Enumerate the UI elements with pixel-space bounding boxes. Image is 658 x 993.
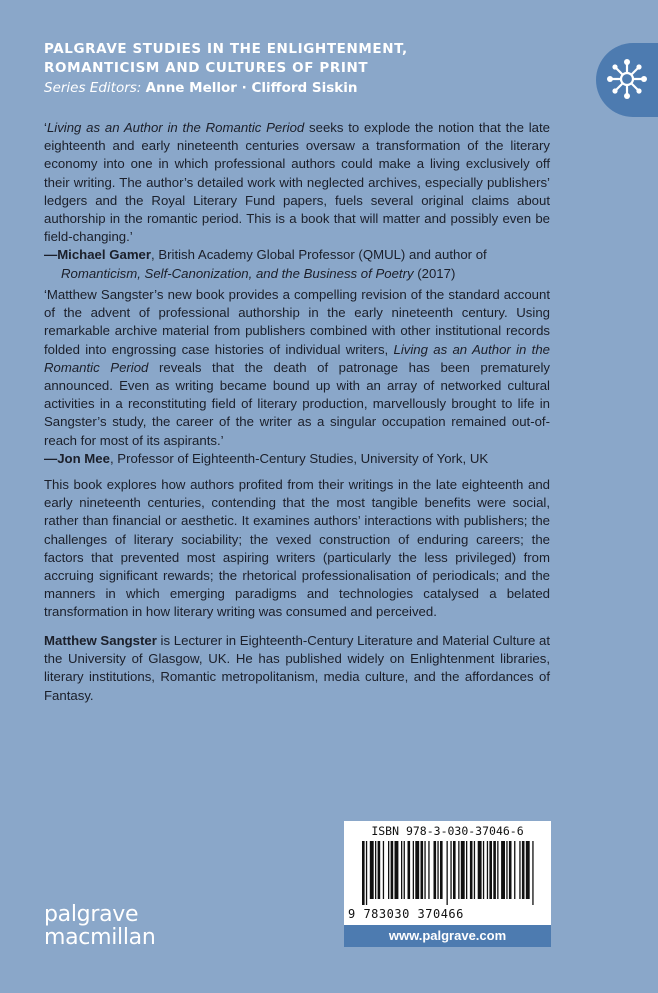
author-bio [44,632,550,705]
quote-open: ‘ [44,120,47,135]
quote-mee-affiliation: , Professor of Eighteenth-Century Studies, University of York, UK [109,450,489,466]
series-title-line1: PALGRAVE STUDIES IN THE ENLIGHTENMENT, [44,41,408,57]
isbn-label: ISBN 978-3-030-37046-6 [371,824,524,838]
publisher-logo [44,903,156,949]
barcode-bars [362,841,534,905]
logo-line2: macmillan [44,925,156,950]
quote-gamer-work [61,265,550,283]
attr-dash: — [44,247,58,263]
series-badge [596,43,658,117]
series-editors-names: Anne Mellor · Clifford Siskin [145,80,358,96]
series-editors-label: Series Editors: [44,80,142,96]
publisher-url[interactable]: www.palgrave.com [344,925,551,947]
isbn-digits: 9 783030 370466 [348,907,464,921]
series-editors [44,79,464,98]
quote-gamer-work-title: Romanticism, Self-Canonization, and the Business of Poetry [61,265,414,281]
quote-gamer-work-year: (2017) [413,265,456,281]
isbn-barcode [344,821,551,925]
quote-mee-book-title: Living as an Author in the Romantic Period [44,341,550,375]
book-description-text: This book explores how authors profited from their writings in the late eighteenth and early nineteenth centuries, contending that the most tangible benefits were social, rather than financial or aesthetic. It examines authors’ interactions with publishers; the challenges of literary sociability; the vexed construction of enduring careers; the factors that prevented most aspiring writers (particularly the less privileged) from accruing significant rewards; the rhetorical professionalisation of periodicals; and the manners in which emerging paradigms and technologies catalysed a belated transformation in how literary writing was consumed and perceived. [44,477,550,620]
author-bio-text [44,632,550,705]
quote-gamer-affiliation: , British Academy Global Professor (QMUL) and author of [151,247,487,263]
quote-mee-author: Jon Mee [57,450,110,466]
attr-dash: — [44,450,58,466]
quote-gamer-body [44,119,550,246]
series-title-line2: ROMANTICISM AND CULTURES OF PRINT [44,60,369,76]
quote-gamer-author: Michael Gamer [57,247,152,263]
book-description [44,476,550,622]
series-header [44,40,464,98]
quote-mee-attribution [44,450,550,468]
quote-mee-body [44,286,550,450]
quote-mee [44,286,550,468]
quote-mee-text-after: reveals that the death of patronage has been prematurely announced. Even as writing became bound up with an array of networked cultural activities in a reconstituting field of literary production, marvellously brought to life in Sangster’s study, the career of the writer as a singular occupation remained out-of-reach for most of its aspirants.’ [44,359,551,448]
logo-line1: palgrave [44,902,139,927]
quote-gamer-attribution [44,246,550,264]
author-bio-name: Matthew Sangster [44,633,157,648]
quote-mee-text-before: ‘Matthew Sangster’s new book provides a compelling revision of the standard account of the advent of professional authorship in the early nineteenth century. Using remarkable archive material from publishers combined with other institutional records folded into engrossing case histories of individual writers, [44,287,550,357]
quote-gamer [44,119,550,283]
quote-gamer-book-title: Living as an Author in the Romantic Period [46,120,305,135]
author-bio-body: is Lecturer in Eighteenth-Century Literature and Material Culture at the University of Glasgow, UK. He has published widely on Enlightenment libraries, literary institutions, Romantic metropolitanism, media culture, and the affordances of Fantasy. [44,633,550,703]
quote-gamer-text: seeks to explode the notion that the late eighteenth and early nineteenth centuries oversaw a transformation of the literary economy into one in which professional authors could make a living exclusively off their writing. The author’s detailed work with neglected archives, especially publishers’ ledgers and the Royal Literary Fund papers, fuels several original claims about authorship in the romantic period. This is a book that will matter and possibly even be field-changing.’ [44,120,551,245]
network-icon [604,56,650,102]
